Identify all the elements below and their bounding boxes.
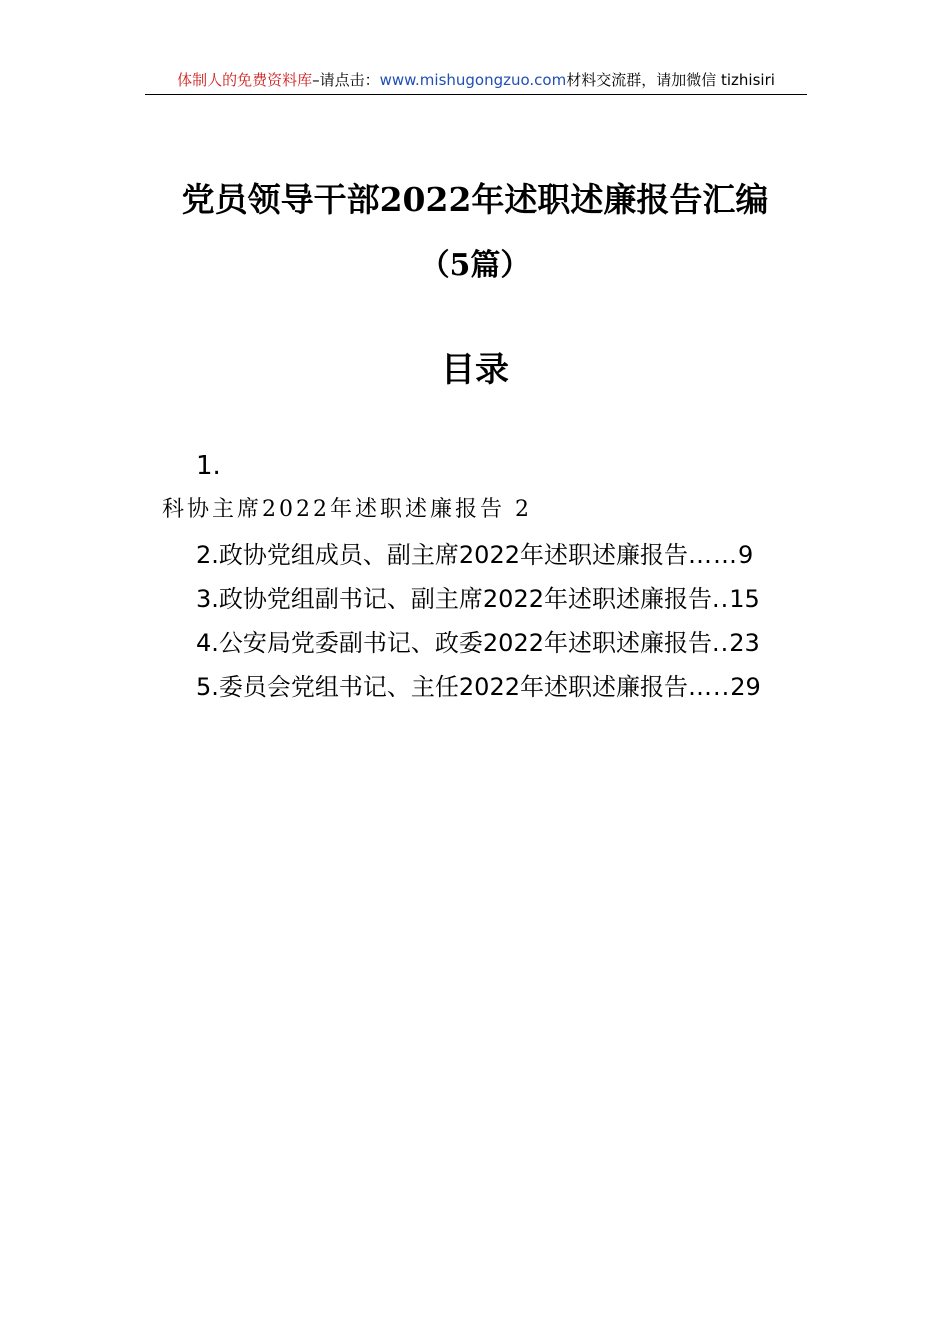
toc-entry-page: 29 — [730, 673, 761, 701]
toc-entry-4[interactable] — [196, 624, 808, 668]
toc-entry-1-text[interactable]: 科协主席2022年述职述廉报告 2 — [162, 497, 532, 522]
toc-entry-label: 政协党组副书记、副主席2022年述职述廉报告 — [218, 585, 712, 613]
toc-entry-leader: …… — [687, 541, 738, 569]
toc-entry-1-number[interactable]: 1. — [196, 451, 221, 481]
toc-entry-2[interactable] — [196, 536, 808, 580]
page-header — [145, 68, 807, 95]
toc-entry-label: 委员会党组书记、主任2022年述职述廉报告 — [218, 673, 688, 701]
toc-entry-number: 3. — [196, 585, 219, 613]
header-prompt: –请点击： — [312, 71, 380, 89]
toc-entry-leader: .. — [711, 585, 730, 613]
toc-entry-5[interactable] — [196, 668, 808, 712]
toc-list — [196, 536, 808, 712]
toc-entry-label: 政协党组成员、副主席2022年述职述廉报告 — [218, 541, 688, 569]
toc-entry-number: 5. — [196, 673, 219, 701]
document-title: 党员领导干部2022年述职述廉报告汇编 — [181, 180, 769, 219]
toc-heading: 目录 — [441, 350, 509, 390]
toc-entry-page: 15 — [729, 585, 760, 613]
header-suffix: 材料交流群，请加微信 tizhisiri — [566, 71, 775, 89]
toc-entry-label: 公安局党委副书记、政委2022年述职述廉报告 — [218, 629, 712, 657]
header-url-link[interactable]: www.mishugongzuo.com — [379, 71, 567, 89]
document-subtitle: （5篇） — [419, 248, 531, 283]
toc-entry-number: 4. — [196, 629, 219, 657]
toc-entry-number: 2. — [196, 541, 219, 569]
toc-entry-page: 23 — [729, 629, 760, 657]
toc-entry-3[interactable] — [196, 580, 808, 624]
toc-entry-leader: ….. — [687, 673, 731, 701]
toc-entry-leader: .. — [711, 629, 730, 657]
header-site-name: 体制人的免费资料库 — [177, 71, 313, 89]
toc-entry-page: 9 — [737, 541, 754, 569]
